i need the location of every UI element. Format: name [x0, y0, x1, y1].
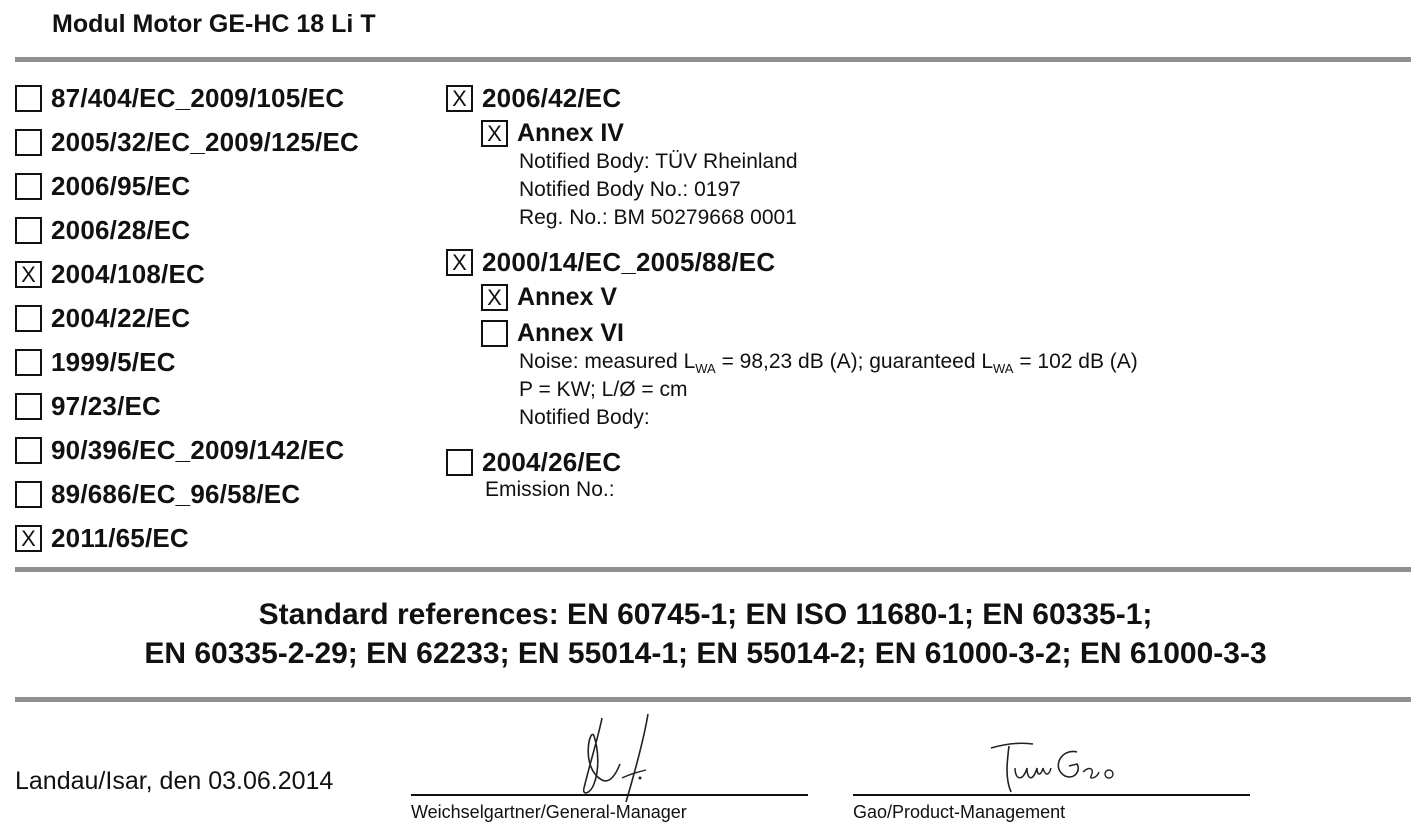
standard-references-line-1: Standard references: EN 60745-1; EN ISO 11680-1; EN 60335-1; [258, 598, 1153, 631]
directive-row [15, 479, 300, 510]
checkbox [15, 217, 42, 244]
document-title: Modul Motor GE-HC 18 Li T [52, 10, 376, 38]
bottom-divider [15, 697, 1411, 702]
directive-row [15, 391, 161, 422]
emission-no: Emission No.: [485, 478, 615, 501]
noise-notified-body: Notified Body: [519, 406, 650, 429]
directive-label: 89/686/EC_96/58/EC [51, 479, 301, 509]
lwa-subscript: WA [993, 361, 1014, 376]
place-date: Landau/Isar, den 03.06.2014 [15, 767, 334, 795]
directive-label: 2004/26/EC [482, 447, 622, 477]
checkbox [15, 481, 42, 508]
directive-row [15, 523, 189, 554]
directive-row [15, 83, 344, 114]
directive-label: 90/396/EC_2009/142/EC [51, 435, 345, 465]
directive-label: 2006/28/EC [51, 215, 191, 245]
annex-label: Annex VI [517, 319, 624, 347]
notified-body: Notified Body: TÜV Rheinland [519, 150, 798, 173]
directive-2004-26-ec [446, 447, 621, 478]
directive-label: 97/23/EC [51, 391, 162, 421]
directive-label: 87/404/EC_2009/105/EC [51, 83, 345, 113]
directive-label: 2006/95/EC [51, 171, 191, 201]
checkbox [15, 349, 42, 376]
directive-row [15, 171, 190, 202]
directive-label: 2000/14/EC_2005/88/EC [482, 247, 776, 277]
noise-levels [519, 350, 1138, 376]
noise-guaranteed-value: = 102 dB (A) [1013, 350, 1138, 373]
directive-row [15, 303, 190, 334]
power-line: P = KW; L/Ø = cm [519, 378, 688, 401]
top-divider [15, 57, 1411, 62]
checkbox [446, 449, 473, 476]
lwa-subscript: WA [695, 361, 716, 376]
checkbox [15, 305, 42, 332]
checkbox: X [15, 525, 42, 552]
directive-row [15, 259, 205, 290]
directive-row [15, 435, 344, 466]
directive-row [15, 127, 359, 158]
checkbox: X [481, 284, 508, 311]
checkbox: X [481, 120, 508, 147]
annex-iv-option [481, 119, 624, 148]
checkbox: X [446, 249, 473, 276]
checkbox: X [15, 261, 42, 288]
signature-gao [985, 738, 1125, 802]
signature-weichselgartner [560, 708, 670, 808]
noise-measured-prefix: Noise: measured L [519, 350, 696, 373]
directive-2006-42-ec [446, 83, 621, 114]
directive-label: 2004/22/EC [51, 303, 191, 333]
middle-divider [15, 567, 1411, 572]
signature-line-2 [853, 794, 1250, 796]
checkbox [481, 320, 508, 347]
checkbox [15, 85, 42, 112]
signature-line-1 [411, 794, 808, 796]
checkbox [15, 129, 42, 156]
noise-measured-value: = 98,23 dB (A); guaranteed L [715, 350, 994, 373]
directive-label: 2004/108/EC [51, 259, 205, 289]
directive-2000-14-ec [446, 247, 775, 278]
signer-1-caption: Weichselgartner/General-Manager [411, 802, 687, 822]
annex-v-option [481, 283, 617, 312]
directive-label: 1999/5/EC [51, 347, 176, 377]
directive-label: 2006/42/EC [482, 83, 622, 113]
notified-body-no: Notified Body No.: 0197 [519, 178, 741, 201]
checkbox [15, 437, 42, 464]
annex-label: Annex IV [517, 119, 624, 147]
annex-label: Annex V [517, 283, 618, 311]
reg-no: Reg. No.: BM 50279668 0001 [519, 206, 797, 229]
directive-label: 2005/32/EC_2009/125/EC [51, 127, 359, 157]
signer-2-caption: Gao/Product-Management [853, 802, 1066, 822]
annex-vi-option [481, 319, 624, 348]
directive-row [15, 215, 190, 246]
standard-references-line-2: EN 60335-2-29; EN 62233; EN 55014-1; EN 55014-2; EN 61000-3-2; EN 61000-3-3 [144, 637, 1267, 670]
checkbox [15, 393, 42, 420]
checkbox [15, 173, 42, 200]
checkbox: X [446, 85, 473, 112]
directive-label: 2011/65/EC [51, 523, 189, 553]
directive-row [15, 347, 176, 378]
